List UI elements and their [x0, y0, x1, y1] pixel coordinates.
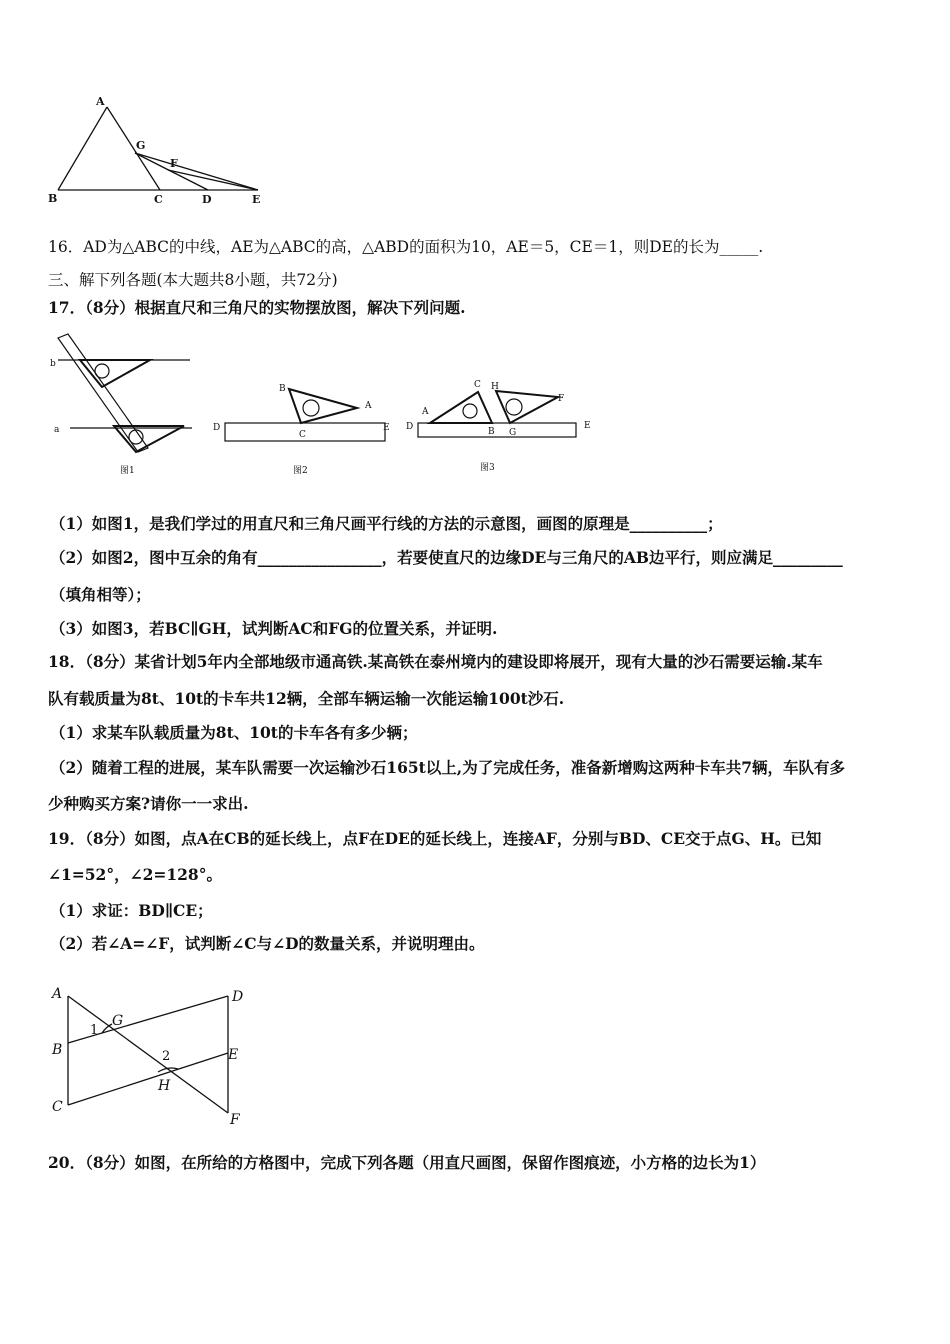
- fig3-caption: 图3: [480, 463, 495, 473]
- question-17-part-3: （3）如图3，若BC∥GH，试判断AC和FG的位置关系，并证明.: [50, 619, 498, 638]
- fig1-caption: 图1: [120, 466, 135, 476]
- question-18-line-1: 18．（8分）某省计划5年内全部地级市通高铁.某高铁在泰州境内的建设即将展开，现有大量的沙石需要运输.某车: [48, 652, 823, 671]
- q17-figure-3: [400, 375, 600, 480]
- question-18-line-2: 队有载质量为8t、10t的卡车共12辆，全部车辆运输一次能运输100t沙石.: [48, 689, 565, 708]
- label-C: C: [474, 380, 481, 390]
- label-A: A: [96, 95, 105, 108]
- angle-2-label: 2: [162, 1049, 171, 1064]
- label-H: H: [158, 1078, 171, 1094]
- label-G: G: [136, 139, 146, 152]
- question-18-part-2: （2）随着工程的进展，某车队需要一次运输沙石165t以上,为了完成任务，准备新增购这两种卡车共7辆，车队有多: [50, 758, 845, 777]
- question-19-line-1: 19．（8分）如图，点A在CB的延长线上，点F在DE的延长线上，连接AF，分别与BD、CE交于点G、H。已知: [48, 829, 822, 848]
- label-F: F: [558, 394, 565, 404]
- label-B: B: [52, 1042, 63, 1058]
- question-17-stem: 17．（8分）根据直尺和三角尺的实物摆放图，解决下列问题.: [48, 298, 466, 317]
- question-20: 20．（8分）如图，在所给的方格图中，完成下列各题（用直尺画图，保留作图痕迹，小方格的边长为1）: [48, 1153, 766, 1172]
- question-17-part-2: （2）如图2，图中互余的角有________________，若要使直尺的边缘DE与三角尺的AB边平行，则应满足_________: [50, 548, 843, 567]
- label-A: A: [422, 407, 429, 417]
- label-B: B: [488, 427, 495, 437]
- question-16: 16．AD为△ABC的中线，AE为△ABC的高，△ABD的面积为10，AE＝5，CE＝1，则DE的长为_____.: [48, 238, 764, 256]
- q17-figure-2: [205, 375, 405, 480]
- question-17-part-1: （1）如图1，是我们学过的用直尺和三角尺画平行线的方法的示意图，画图的原理是__________；: [50, 514, 723, 533]
- label-b: b: [50, 359, 56, 369]
- section-3-title: 三、解下列各题(本大题共8小题，共72分): [48, 271, 338, 289]
- question-19-part-1: （1）求证：BD∥CE；: [50, 901, 213, 920]
- question-18-part-1: （1）求某车队载质量为8t、10t的卡车各有多少辆；: [50, 723, 418, 742]
- question-17-part-2-cont: （填角相等）；: [50, 585, 151, 604]
- label-D: D: [202, 193, 212, 206]
- label-E: E: [584, 421, 591, 431]
- q19-figure: [40, 980, 270, 1130]
- angle-1-label: 1: [90, 1023, 99, 1038]
- question-19-line-2: ∠1=52°，∠2=128°。: [48, 865, 222, 884]
- label-E: E: [383, 423, 390, 433]
- label-G: G: [509, 428, 517, 438]
- label-a: a: [54, 425, 60, 435]
- question-18-part-2-cont: 少种购买方案?请你一一求出.: [48, 794, 249, 813]
- label-E: E: [228, 1047, 239, 1063]
- label-B: B: [48, 192, 58, 205]
- label-C: C: [299, 430, 306, 440]
- label-B: B: [279, 384, 286, 394]
- label-G: G: [112, 1013, 124, 1029]
- q17-figure-1: [40, 330, 200, 480]
- label-H: H: [491, 382, 499, 392]
- label-F: F: [230, 1112, 240, 1128]
- question-19-part-2: （2）若∠A=∠F，试判断∠C与∠D的数量关系，并说明理由。: [50, 934, 485, 953]
- label-D: D: [213, 423, 221, 433]
- label-F: F: [170, 157, 178, 170]
- label-D: D: [406, 422, 414, 432]
- label-A: A: [365, 401, 372, 411]
- fig2-caption: 图2: [293, 466, 308, 476]
- label-C: C: [154, 193, 163, 206]
- figure-triangle-abcdefg: [40, 95, 280, 210]
- label-C: C: [52, 1099, 63, 1115]
- label-D: D: [232, 989, 244, 1005]
- label-E: E: [252, 193, 261, 206]
- label-A: A: [52, 986, 63, 1002]
